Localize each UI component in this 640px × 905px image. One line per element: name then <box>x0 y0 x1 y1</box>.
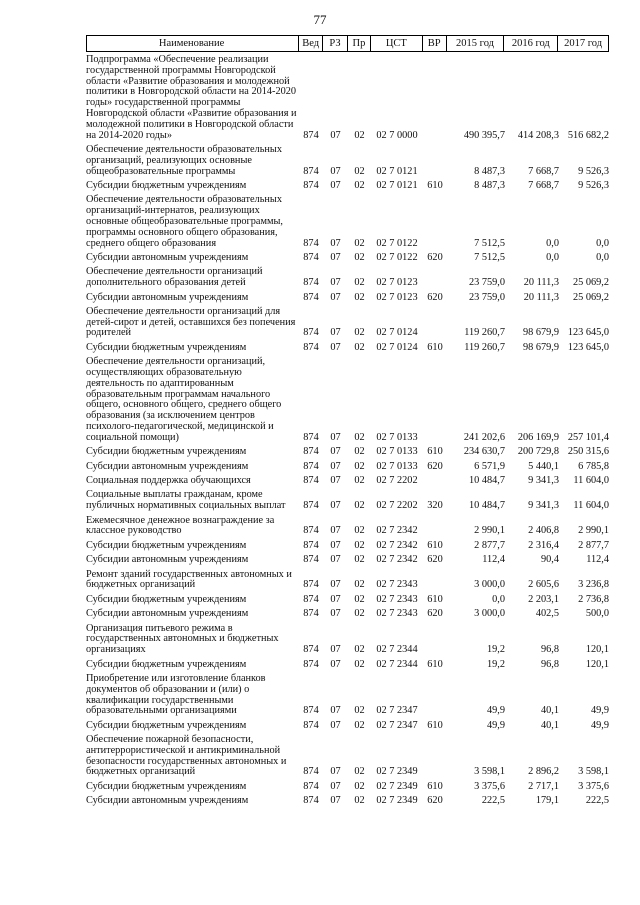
cell-pr: 02 <box>354 165 365 177</box>
cell-2015: 2 990,1 <box>474 525 505 537</box>
cell-ved: 874 <box>303 500 319 512</box>
cell-2015: 3 000,0 <box>474 608 505 620</box>
cell-2017: 222,5 <box>585 795 609 807</box>
cell-2015: 222,5 <box>481 795 505 807</box>
cell-rz: 07 <box>330 780 341 792</box>
cell-2015: 0,0 <box>492 593 505 605</box>
cell-2015: 241 202,6 <box>463 431 505 443</box>
cell-2016: 2 896,2 <box>528 766 559 778</box>
cell-name: Организация питьевого режима в государственных автономных и бюджетных организациях <box>86 622 279 656</box>
cell-2017: 2 877,7 <box>578 539 609 551</box>
cell-name: Субсидии автономным учреждениям <box>86 460 249 472</box>
cell-ved: 874 <box>303 237 319 249</box>
cell-cst: 02 7 2202 <box>376 500 418 512</box>
cell-cst: 02 7 0133 <box>376 446 418 458</box>
cell-cst: 02 7 0000 <box>376 129 418 141</box>
table-row <box>86 735 609 778</box>
cell-2015: 119 260,7 <box>464 341 505 353</box>
cell-2015: 3 375,6 <box>474 780 505 792</box>
cell-vr: 620 <box>427 554 443 566</box>
table-row <box>86 145 609 177</box>
table-row <box>86 609 609 620</box>
cell-2017: 49,9 <box>590 719 609 731</box>
table-row <box>86 253 609 264</box>
cell-name: Субсидии бюджетным учреждениям <box>86 658 247 670</box>
table-row <box>86 516 609 538</box>
cell-2016: 40,1 <box>540 719 559 731</box>
table-row <box>86 782 609 793</box>
cell-pr: 02 <box>354 251 365 263</box>
cell-name: Подпрограмма «Обеспечение реализации государственной программы Новгородской области «Развитие образования и молодежной политики в Новгородской области на 2014-2020 годы» государственной программы Новгородской области «Развитие образования и молодежной политики в Новгородской области на 2014-2020 годы» <box>86 54 297 141</box>
cell-rz: 07 <box>330 593 341 605</box>
cell-rz: 07 <box>330 291 341 303</box>
table-row <box>86 307 609 339</box>
cell-2015: 234 630,7 <box>463 446 505 458</box>
table-row <box>86 595 609 606</box>
cell-ved: 874 <box>303 579 319 591</box>
cell-cst: 02 7 2349 <box>376 766 418 778</box>
cell-ved: 874 <box>303 291 319 303</box>
cell-2015: 3 598,1 <box>474 766 505 778</box>
cell-2016: 2 203,1 <box>528 593 559 605</box>
cell-2016: 9 341,3 <box>528 475 559 487</box>
cell-2017: 120,1 <box>585 658 609 670</box>
header-ved: Вед <box>299 36 323 51</box>
cell-2015: 490 395,7 <box>463 129 505 141</box>
cell-pr: 02 <box>354 766 365 778</box>
table-row <box>86 660 609 671</box>
cell-2015: 19,2 <box>486 658 505 670</box>
cell-vr: 620 <box>427 795 443 807</box>
cell-2017: 6 785,8 <box>578 460 609 472</box>
cell-vr: 610 <box>427 446 443 458</box>
cell-pr: 02 <box>354 475 365 487</box>
budget-table <box>86 35 609 811</box>
cell-name: Обеспечение деятельности образовательных организаций, реализующих основные общеобразовательные программы <box>86 143 282 177</box>
cell-pr: 02 <box>354 658 365 670</box>
cell-rz: 07 <box>330 237 341 249</box>
cell-2016: 2 406,8 <box>528 525 559 537</box>
cell-2017: 25 069,2 <box>572 291 609 303</box>
cell-2016: 414 208,3 <box>517 129 559 141</box>
cell-ved: 874 <box>303 719 319 731</box>
table-row <box>86 343 609 354</box>
cell-2016: 9 341,3 <box>528 500 559 512</box>
header-pr: Пр <box>348 36 371 51</box>
cell-rz: 07 <box>330 500 341 512</box>
cell-2015: 7 512,5 <box>474 251 505 263</box>
table-row <box>86 293 609 304</box>
cell-ved: 874 <box>303 766 319 778</box>
table-body <box>86 55 609 807</box>
cell-ved: 874 <box>303 129 319 141</box>
cell-rz: 07 <box>330 446 341 458</box>
cell-2016: 7 668,7 <box>528 165 559 177</box>
cell-2017: 120,1 <box>585 644 609 656</box>
cell-vr: 610 <box>427 539 443 551</box>
cell-rz: 07 <box>330 658 341 670</box>
cell-2016: 402,5 <box>535 608 559 620</box>
cell-2016: 200 729,8 <box>517 446 559 458</box>
cell-ved: 874 <box>303 539 319 551</box>
cell-2016: 0,0 <box>546 251 559 263</box>
cell-2017: 9 526,3 <box>578 179 609 191</box>
cell-ved: 874 <box>303 460 319 472</box>
table-row <box>86 796 609 807</box>
cell-rz: 07 <box>330 251 341 263</box>
cell-pr: 02 <box>354 277 365 289</box>
cell-2016: 96,8 <box>540 658 559 670</box>
cell-name: Обеспечение деятельности организаций, осуществляющих образовательную деятельность по адаптированным образовательным программам начального общего, основного общего, среднего общего образования (за исключением центров психолого-педагогической, медицинской и социальной помощи) <box>86 356 282 443</box>
table-row <box>86 195 609 249</box>
cell-pr: 02 <box>354 705 365 717</box>
cell-vr: 610 <box>427 341 443 353</box>
cell-rz: 07 <box>330 460 341 472</box>
cell-rz: 07 <box>330 525 341 537</box>
cell-ved: 874 <box>303 705 319 717</box>
cell-pr: 02 <box>354 539 365 551</box>
cell-2015: 7 512,5 <box>474 237 505 249</box>
cell-name: Ремонт зданий государственных автономных и бюджетных организаций <box>86 568 292 591</box>
cell-name: Субсидии бюджетным учреждениям <box>86 719 247 731</box>
table-row <box>86 462 609 473</box>
table-row <box>86 476 609 487</box>
cell-2015: 8 487,3 <box>474 165 505 177</box>
cell-pr: 02 <box>354 327 365 339</box>
cell-2015: 112,4 <box>482 554 505 566</box>
cell-ved: 874 <box>303 644 319 656</box>
cell-rz: 07 <box>330 129 341 141</box>
cell-rz: 07 <box>330 539 341 551</box>
table-row <box>86 267 609 289</box>
cell-rz: 07 <box>330 431 341 443</box>
table-header <box>86 35 609 52</box>
cell-2015: 49,9 <box>486 705 505 717</box>
cell-name: Социальная поддержка обучающихся <box>86 475 251 487</box>
cell-2016: 206 169,9 <box>517 431 559 443</box>
cell-cst: 02 7 0124 <box>376 341 418 353</box>
cell-ved: 874 <box>303 525 319 537</box>
cell-2015: 10 484,7 <box>468 475 505 487</box>
cell-pr: 02 <box>354 237 365 249</box>
cell-pr: 02 <box>354 500 365 512</box>
cell-cst: 02 7 2349 <box>376 795 418 807</box>
cell-name: Субсидии бюджетным учреждениям <box>86 446 247 458</box>
cell-ved: 874 <box>303 475 319 487</box>
cell-2017: 49,9 <box>590 705 609 717</box>
cell-name: Обеспечение деятельности образовательных организаций-интернатов, реализующих основные общеобразовательные программы, программы основного общего образования, среднего общего образования <box>86 194 283 249</box>
cell-rz: 07 <box>330 327 341 339</box>
cell-pr: 02 <box>354 431 365 443</box>
cell-2017: 2 736,8 <box>578 593 609 605</box>
cell-2017: 3 375,6 <box>578 780 609 792</box>
cell-rz: 07 <box>330 579 341 591</box>
cell-ved: 874 <box>303 658 319 670</box>
cell-ved: 874 <box>303 327 319 339</box>
cell-ved: 874 <box>303 251 319 263</box>
cell-name: Субсидии бюджетным учреждениям <box>86 341 247 353</box>
cell-rz: 07 <box>330 277 341 289</box>
cell-2017: 250 315,6 <box>567 446 609 458</box>
cell-cst: 02 7 0121 <box>376 165 418 177</box>
cell-pr: 02 <box>354 644 365 656</box>
cell-2016: 7 668,7 <box>528 179 559 191</box>
cell-pr: 02 <box>354 593 365 605</box>
cell-2016: 179,1 <box>535 795 559 807</box>
cell-name: Субсидии автономным учреждениям <box>86 251 249 263</box>
cell-pr: 02 <box>354 341 365 353</box>
cell-name: Субсидии автономным учреждениям <box>86 554 249 566</box>
cell-vr: 620 <box>427 251 443 263</box>
cell-name: Социальные выплаты гражданам, кроме публичных нормативных социальных выплат <box>86 489 286 512</box>
cell-2017: 112,4 <box>586 554 609 566</box>
header-vr: ВР <box>423 36 447 51</box>
cell-vr: 620 <box>427 460 443 472</box>
cell-cst: 02 7 2342 <box>376 554 418 566</box>
cell-2017: 9 526,3 <box>578 165 609 177</box>
cell-2017: 3 598,1 <box>578 766 609 778</box>
cell-2016: 20 111,3 <box>523 277 559 289</box>
header-2017: 2017 год <box>564 38 603 49</box>
cell-vr: 610 <box>427 179 443 191</box>
cell-rz: 07 <box>330 608 341 620</box>
cell-rz: 07 <box>330 341 341 353</box>
cell-2015: 2 877,7 <box>474 539 505 551</box>
cell-rz: 07 <box>330 795 341 807</box>
cell-pr: 02 <box>354 129 365 141</box>
cell-2016: 96,8 <box>540 644 559 656</box>
cell-rz: 07 <box>330 475 341 487</box>
cell-vr: 610 <box>427 658 443 670</box>
table-row <box>86 447 609 458</box>
cell-vr: 610 <box>427 593 443 605</box>
cell-rz: 07 <box>330 165 341 177</box>
cell-2017: 123 645,0 <box>567 327 609 339</box>
cell-cst: 02 7 0123 <box>376 291 418 303</box>
cell-cst: 02 7 0133 <box>376 431 418 443</box>
cell-name: Субсидии бюджетным учреждениям <box>86 539 247 551</box>
page-number: 77 <box>313 12 327 27</box>
cell-rz: 07 <box>330 719 341 731</box>
table-row <box>86 674 609 717</box>
cell-ved: 874 <box>303 446 319 458</box>
cell-pr: 02 <box>354 719 365 731</box>
cell-2015: 8 487,3 <box>474 179 505 191</box>
cell-2016: 2 605,6 <box>528 579 559 591</box>
cell-ved: 874 <box>303 554 319 566</box>
cell-2016: 20 111,3 <box>523 291 559 303</box>
cell-cst: 02 7 2343 <box>376 593 418 605</box>
cell-ved: 874 <box>303 165 319 177</box>
header-2016: 2016 год <box>504 36 558 51</box>
cell-name: Субсидии автономным учреждениям <box>86 608 249 620</box>
cell-rz: 07 <box>330 644 341 656</box>
cell-pr: 02 <box>354 291 365 303</box>
cell-2017: 25 069,2 <box>572 277 609 289</box>
cell-cst: 02 7 0122 <box>376 237 418 249</box>
cell-rz: 07 <box>330 554 341 566</box>
cell-ved: 874 <box>303 431 319 443</box>
cell-vr: 620 <box>427 608 443 620</box>
cell-name: Обеспечение деятельности организаций дополнительного образования детей <box>86 266 263 289</box>
cell-2016: 5 440,1 <box>528 460 559 472</box>
table-row <box>86 181 609 192</box>
table-row <box>86 570 609 592</box>
cell-2015: 119 260,7 <box>464 327 505 339</box>
cell-name: Приобретение или изготовление бланков документов об образовании и (или) о квалификации государственными образовательными организациями <box>86 672 266 717</box>
cell-ved: 874 <box>303 341 319 353</box>
cell-ved: 874 <box>303 593 319 605</box>
cell-cst: 02 7 2202 <box>376 475 418 487</box>
cell-ved: 874 <box>303 179 319 191</box>
table-row <box>86 624 609 656</box>
cell-2016: 98 679,9 <box>522 341 559 353</box>
cell-cst: 02 7 0122 <box>376 251 418 263</box>
cell-pr: 02 <box>354 525 365 537</box>
cell-name: Субсидии автономным учреждениям <box>86 795 249 807</box>
header-rz: РЗ <box>323 36 348 51</box>
cell-name: Субсидии автономным учреждениям <box>86 291 249 303</box>
cell-cst: 02 7 2344 <box>376 658 418 670</box>
cell-pr: 02 <box>354 554 365 566</box>
cell-name: Ежемесячное денежное вознаграждение за классное руководство <box>86 514 275 537</box>
cell-cst: 02 7 0133 <box>376 460 418 472</box>
cell-2017: 0,0 <box>596 251 609 263</box>
cell-cst: 02 7 0121 <box>376 179 418 191</box>
cell-2016: 2 717,1 <box>528 780 559 792</box>
header-cst: ЦСТ <box>371 36 423 51</box>
cell-cst: 02 7 0124 <box>376 327 418 339</box>
cell-2017: 11 604,0 <box>573 500 609 512</box>
cell-pr: 02 <box>354 780 365 792</box>
cell-vr: 610 <box>427 780 443 792</box>
cell-cst: 02 7 2347 <box>376 705 418 717</box>
cell-2015: 23 759,0 <box>468 291 505 303</box>
cell-cst: 02 7 2343 <box>376 579 418 591</box>
cell-2017: 0,0 <box>596 237 609 249</box>
cell-rz: 07 <box>330 179 341 191</box>
cell-ved: 874 <box>303 277 319 289</box>
cell-pr: 02 <box>354 460 365 472</box>
cell-name: Обеспечение пожарной безопасности, антитеррористической и антикриминальной безопасности государственных автономных и бюджетных организаций <box>86 734 287 778</box>
table-row <box>86 55 609 141</box>
table-row <box>86 555 609 566</box>
cell-pr: 02 <box>354 579 365 591</box>
cell-name: Субсидии бюджетным учреждениям <box>86 593 247 605</box>
cell-2016: 90,4 <box>540 554 559 566</box>
cell-2017: 2 990,1 <box>578 525 609 537</box>
cell-rz: 07 <box>330 705 341 717</box>
cell-name: Обеспечение деятельности организаций для детей-сирот и детей, оставшихся без попечения родителей <box>86 305 296 339</box>
cell-cst: 02 7 2347 <box>376 719 418 731</box>
cell-2017: 516 682,2 <box>567 129 609 141</box>
cell-name: Субсидии бюджетным учреждениям <box>86 780 247 792</box>
table-row <box>86 541 609 552</box>
cell-2017: 123 645,0 <box>567 341 609 353</box>
cell-2015: 23 759,0 <box>468 277 505 289</box>
cell-pr: 02 <box>354 608 365 620</box>
header-2015: 2015 год <box>447 36 505 51</box>
cell-vr: 610 <box>427 719 443 731</box>
cell-2015: 3 000,0 <box>474 579 505 591</box>
cell-ved: 874 <box>303 795 319 807</box>
cell-cst: 02 7 2342 <box>376 525 418 537</box>
cell-2016: 40,1 <box>540 705 559 717</box>
cell-ved: 874 <box>303 608 319 620</box>
cell-name: Субсидии бюджетным учреждениям <box>86 179 247 191</box>
cell-2017: 500,0 <box>585 608 609 620</box>
cell-2017: 257 101,4 <box>567 431 609 443</box>
cell-2016: 0,0 <box>546 237 559 249</box>
cell-2015: 49,9 <box>486 719 505 731</box>
cell-2016: 2 316,4 <box>528 539 559 551</box>
cell-pr: 02 <box>354 795 365 807</box>
cell-2016: 98 679,9 <box>522 327 559 339</box>
table-row <box>86 721 609 732</box>
cell-2015: 10 484,7 <box>468 500 505 512</box>
cell-pr: 02 <box>354 179 365 191</box>
cell-pr: 02 <box>354 446 365 458</box>
cell-2015: 19,2 <box>486 644 505 656</box>
cell-cst: 02 7 2349 <box>376 780 418 792</box>
cell-vr: 320 <box>427 500 443 512</box>
table-row <box>86 490 609 512</box>
cell-cst: 02 7 2342 <box>376 539 418 551</box>
cell-2015: 6 571,9 <box>474 460 505 472</box>
cell-cst: 02 7 2343 <box>376 608 418 620</box>
cell-ved: 874 <box>303 780 319 792</box>
cell-rz: 07 <box>330 766 341 778</box>
cell-2017: 3 236,8 <box>578 579 609 591</box>
header-name: Наименование <box>87 36 299 51</box>
table-row <box>86 357 609 443</box>
cell-cst: 02 7 2344 <box>376 644 418 656</box>
cell-2017: 11 604,0 <box>573 475 609 487</box>
cell-cst: 02 7 0123 <box>376 277 418 289</box>
cell-vr: 620 <box>427 291 443 303</box>
